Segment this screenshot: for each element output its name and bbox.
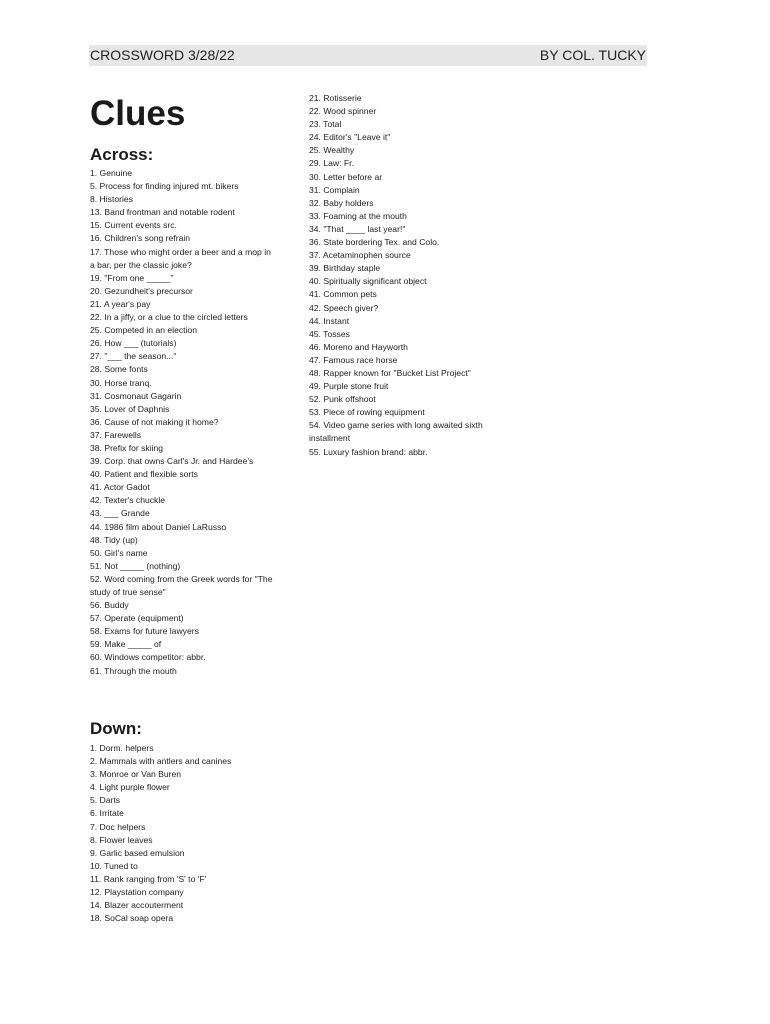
across-clue: 26. How ___ (tutorials) xyxy=(90,338,177,349)
across-clue: 16. Children's song refrain xyxy=(90,233,191,244)
down-clue: 29. Law: Fr. xyxy=(309,158,354,169)
across-clue: 20. Gezundheit's precursor xyxy=(90,285,193,296)
down-clue: 46. Moreno and Hayworth xyxy=(309,341,408,352)
across-clue: 17. Those who might order a beer and a mop in a bar, per the classic joke? xyxy=(90,246,271,270)
down-clue: 49. Purple stone fruit xyxy=(309,381,389,392)
down-clue: 55. Luxury fashion brand: abbr. xyxy=(309,446,428,457)
across-clue: 39. Corp. that owns Carl's Jr. and Hardee's xyxy=(90,456,254,467)
down-clue: 14. Blazer accouterment xyxy=(90,900,184,911)
across-clue: 51. Not _____ (nothing) xyxy=(90,560,181,571)
down-clue: 11. Rank ranging from 'S' to 'F' xyxy=(90,873,207,884)
down-clue: 21. Rotisserie xyxy=(309,93,362,103)
down-clue: 45. Tosses xyxy=(309,328,350,339)
down-clue: 37. Acetaminophen source xyxy=(309,250,411,261)
across-clue: 57. Operate (equipment) xyxy=(90,613,184,624)
down-clue-list xyxy=(90,742,280,925)
across-clue: 22. In a jiffy, or a clue to the circled letters xyxy=(90,312,248,323)
across-clue: 13. Band frontman and notable rodent xyxy=(90,207,235,218)
down-clue: 39. Birthday staple xyxy=(309,263,381,274)
across-clue: 25. Competed in an election xyxy=(90,325,198,336)
down-clue: 25. Wealthy xyxy=(309,145,355,156)
down-clue: 3. Monroe or Van Buren xyxy=(90,769,182,780)
across-clue: 37. Farewells xyxy=(90,429,142,440)
across-clue: 35. Lover of Daphnis xyxy=(90,403,170,414)
down-clue: 10. Tuned to xyxy=(90,860,138,871)
down-clue: 9. Garlic based emulsion xyxy=(90,847,185,858)
puzzle-date-title: CROSSWORD 3/28/22 xyxy=(90,47,235,63)
across-clue: 42. Texter's chuckle xyxy=(90,495,166,506)
down-clue: 33. Foaming at the mouth xyxy=(309,210,407,221)
down-clue: 6. Irritate xyxy=(90,808,124,819)
across-clue: 56. Buddy xyxy=(90,600,129,611)
across-clue: 15. Current events src. xyxy=(90,220,177,231)
down-clue: 12. Playstation company xyxy=(90,887,184,898)
down-clue: 47. Famous race horse xyxy=(309,354,398,365)
across-clue: 60. Windows competitor: abbr. xyxy=(90,652,206,663)
across-clue: 30. Horse tranq. xyxy=(90,377,152,388)
down-clue: 18. SoCal soap opera xyxy=(90,913,174,924)
down-clue: 22. Wood spinner xyxy=(309,106,377,117)
across-clue: 28. Some fonts xyxy=(90,364,148,375)
down-clue: 36. State bordering Tex. and Colo. xyxy=(309,237,440,248)
across-clue: 40. Patient and flexible sorts xyxy=(90,469,198,480)
down-clue: 42. Speech giver? xyxy=(309,302,379,313)
across-clue: 5. Process for finding injured mt. bikers xyxy=(90,181,239,192)
across-clue: 44. 1986 film about Daniel LaRusso xyxy=(90,521,227,532)
across-clue: 19. "From one _____" xyxy=(90,272,174,283)
across-clue: 43. ___ Grande xyxy=(90,508,150,519)
down-clue: 31. Complain xyxy=(309,184,360,195)
down-clue-list-continued xyxy=(309,92,499,459)
across-clue: 36. Cause of not making it home? xyxy=(90,416,219,427)
across-clue-list xyxy=(90,167,278,678)
across-clue: 59. Make _____ of xyxy=(90,639,162,650)
page-title: Clues xyxy=(90,94,186,133)
across-clue: 1. Genuine xyxy=(90,168,133,178)
puzzle-author: BY COL. TUCKY xyxy=(539,47,646,63)
across-clue: 27. "___ the season..." xyxy=(90,351,177,362)
across-clue: 41. Actor Gadot xyxy=(90,482,150,493)
down-heading: Down: xyxy=(90,719,142,738)
down-clue: 30. Letter before ar xyxy=(309,171,383,182)
across-clue: 61. Through the mouth xyxy=(90,665,177,676)
down-clue: 24. Editor's "Leave it" xyxy=(309,132,391,143)
across-clue: 58. Exams for future lawyers xyxy=(90,626,199,637)
across-clue: 31. Cosmonaut Gagarin xyxy=(90,390,182,401)
across-clue: 48. Tidy (up) xyxy=(90,534,138,545)
down-clue: 40. Spiritually significant object xyxy=(309,276,427,287)
down-clue: 7. Doc helpers xyxy=(90,821,146,832)
header-bar xyxy=(89,45,647,66)
down-clue: 41. Common pets xyxy=(309,289,377,300)
across-clue: 50. Girl's name xyxy=(90,547,148,558)
down-clue: 34. "That ____ last year!" xyxy=(309,223,406,234)
down-clue: 1. Dorm. helpers xyxy=(90,743,154,753)
across-clue: 38. Prefix for skiing xyxy=(90,442,164,453)
down-clue: 52. Punk offshoot xyxy=(309,394,376,405)
down-clue: 44. Instant xyxy=(309,315,350,326)
across-heading: Across: xyxy=(90,145,154,164)
down-clue: 32. Baby holders xyxy=(309,197,374,208)
down-clue: 48. Rapper known for "Bucket List Project" xyxy=(309,367,471,378)
across-clue: 8. Histories xyxy=(90,194,133,205)
down-clue: 5. Darts xyxy=(90,795,121,806)
down-clue: 23. Total xyxy=(309,119,342,130)
down-clue: 54. Video game series with long awaited sixth installment xyxy=(309,420,483,444)
down-clue: 8. Flower leaves xyxy=(90,834,153,845)
across-clue: 21. A year's pay xyxy=(90,298,151,309)
across-clue: 52. Word coming from the Greek words for "The study of true sense" xyxy=(90,573,273,597)
down-clue: 53. Piece of rowing equipment xyxy=(309,407,425,418)
down-clue: 2. Mammals with antlers and canines xyxy=(90,756,232,767)
down-clue: 4. Light purple flower xyxy=(90,782,170,793)
